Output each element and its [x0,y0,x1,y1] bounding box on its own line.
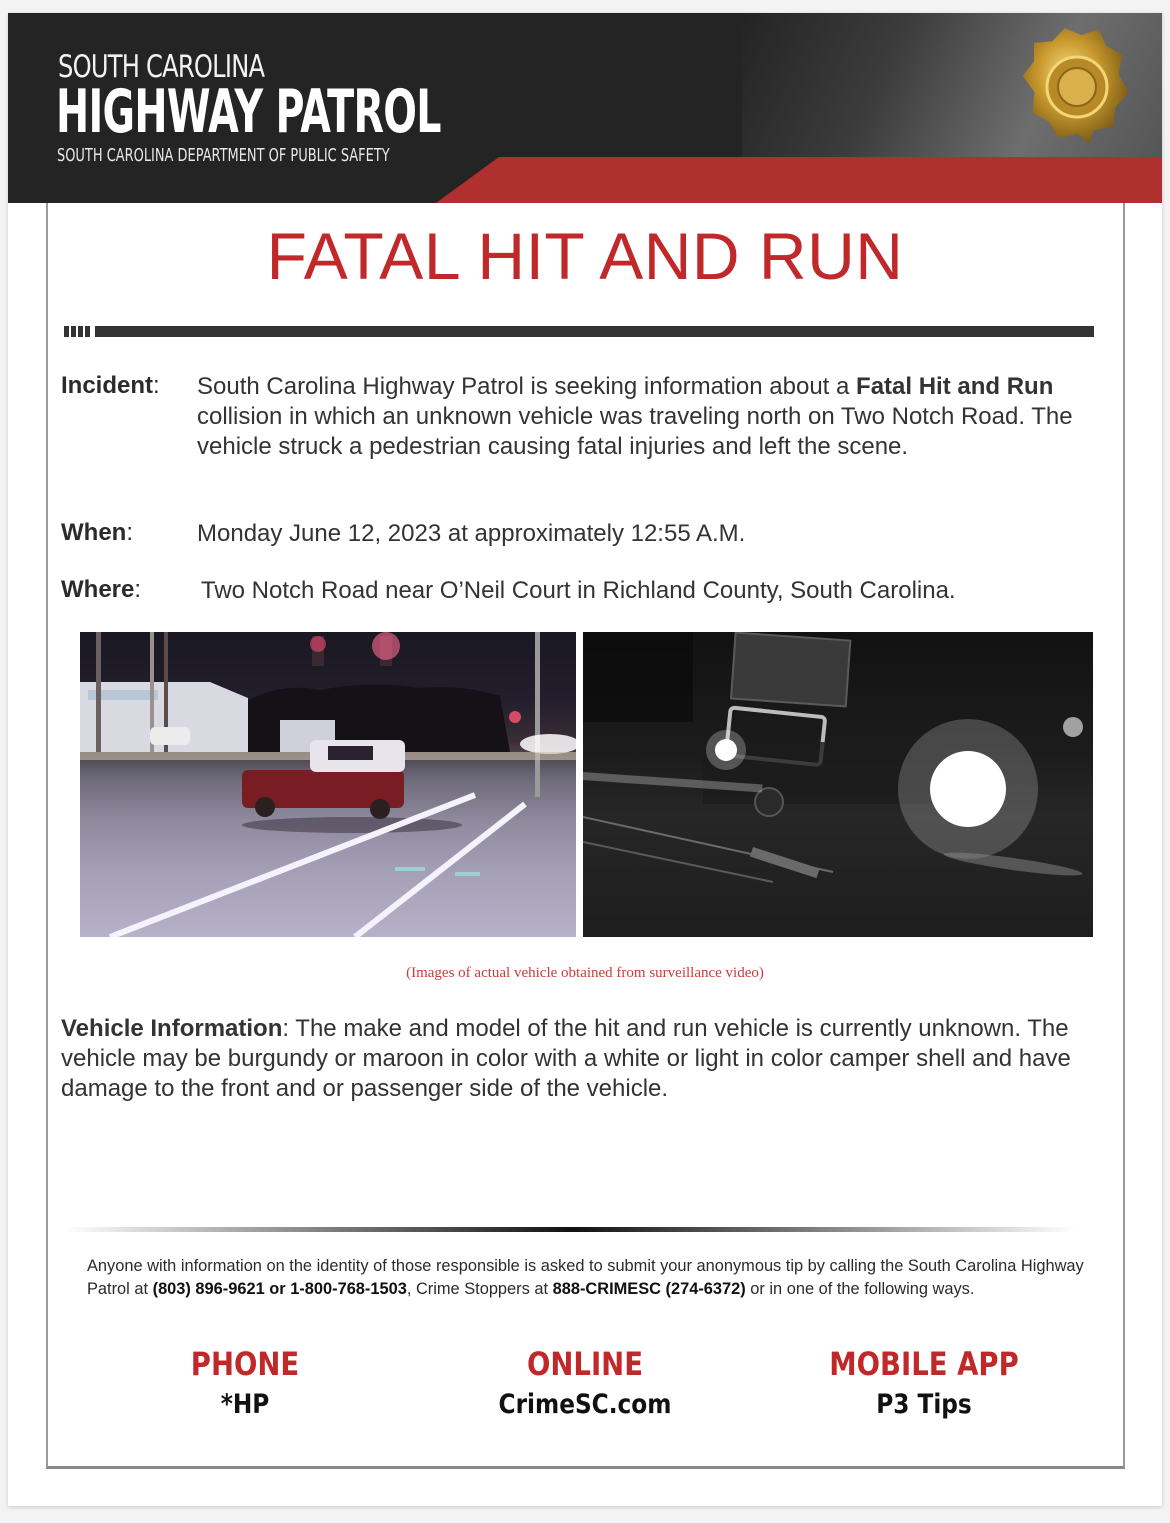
page-title: FATAL HIT AND RUN [266,219,904,293]
tip-channels [0,1345,1170,1425]
patrol-phone-numbers: (803) 896-9621 or 1-800-768-1503 [152,1280,407,1298]
where-label: Where: [61,576,142,603]
online-website: CrimeSC.com [498,1389,672,1420]
header-banner [8,13,1162,203]
mobile-app-name: P3 Tips [876,1389,972,1420]
crimestoppers-number: 888-CRIMESC (274-6372) [552,1280,746,1298]
when-label: When: [61,519,133,546]
trooper-badge-icon [1022,21,1132,151]
brand-department: SOUTH CAROLINA DEPARTMENT OF PUBLIC SAFETY [57,145,390,166]
brand-state: SOUTH CAROLINA [58,49,265,85]
when-value: Monday June 12, 2023 at approximately 12:55 A.M. [197,520,746,547]
title-divider [64,326,1094,337]
surveillance-photo-infrared [583,632,1093,937]
surveillance-photos [80,632,1093,937]
photo-caption: (Images of actual vehicle obtained from surveillance video) [406,965,764,981]
vehicle-information: Vehicle Information: The make and model of the hit and run vehicle is currently unknown. The vehicle may be burgundy or maroon in color with a white or light in color camper shell and have damage to the front and or passenger side of the vehicle. [61,1015,1071,1102]
vehicle-information-label: Vehicle Information [61,1015,283,1042]
incident-text: South Carolina Highway Patrol is seeking information about a Fatal Hit and Run collision in which an unknown vehicle was traveling north on Two Notch Road. The vehicle struck a pedestrian causing fatal injuries and left the scene. [197,373,1073,460]
tip-instructions: Anyone with information on the identity of those responsible is asked to submit your anonymous tip by calling the South Carolina Highway Patrol at (803) 896-9621 or 1-800-768-1503, Crime Stoppers at 888-CRIMESC (274-6372) or in one of the following ways. [87,1257,1084,1298]
channel-mobile-app: MOBILE APP P3 Tips [829,1345,1019,1420]
footer-divider [66,1227,1076,1232]
phone-shortcode: *HP [220,1389,270,1420]
incident-label: Incident: [61,372,160,399]
where-value: Two Notch Road near O’Neil Court in Richland County, South Carolina. [201,577,956,604]
channel-phone: PHONE *HP [190,1345,300,1420]
surveillance-photo-color [80,632,576,937]
brand-agency: HIGHWAY PATROL [56,77,441,147]
channel-online: ONLINE CrimeSC.com [498,1345,672,1420]
